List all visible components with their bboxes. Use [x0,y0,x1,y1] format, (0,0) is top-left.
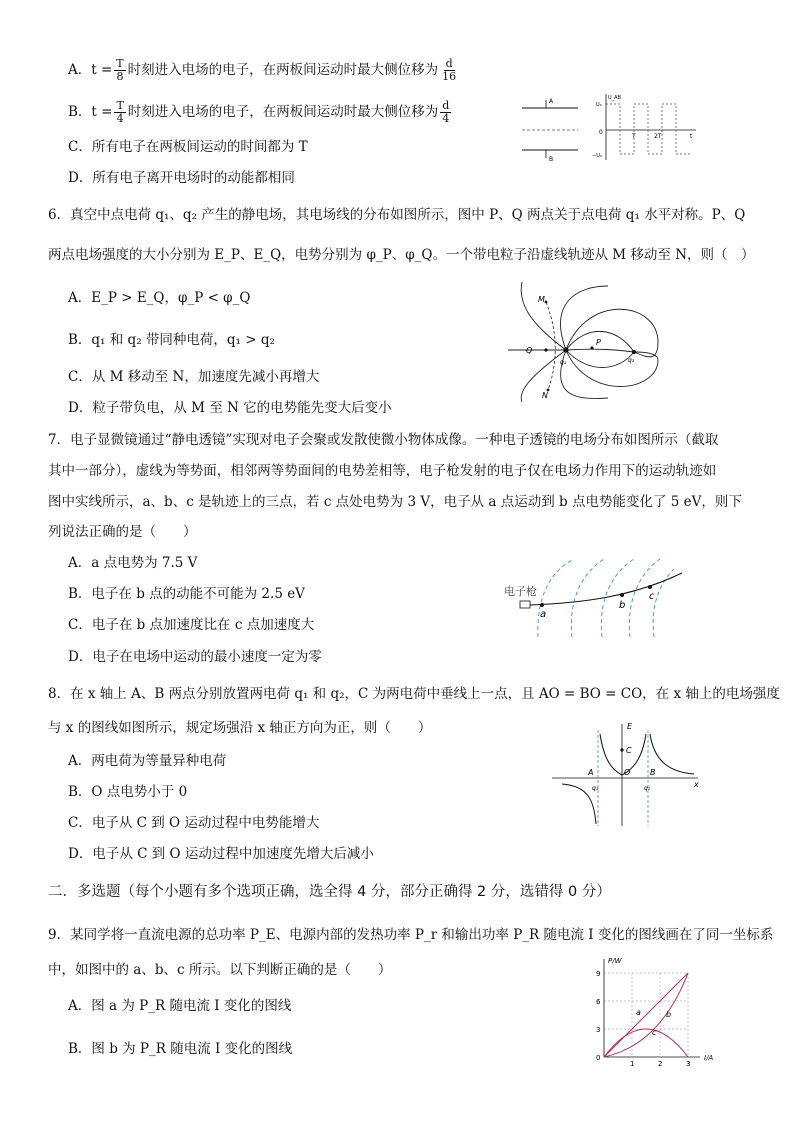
q5-option-a-text: 时刻进入电场的电子，在两板间运动时最大侧位移为 [127,62,439,78]
q5-option-a-prefix: A．t = [68,62,113,78]
q5-option-b-fraction-d: $\frac{d}{4}$ [442,99,450,125]
q5-plate-b-label: B [549,156,554,163]
q5-t1-label: T [632,133,636,140]
q5-option-b-prefix: B．t = [68,104,113,120]
q5-option-c: C．所有电子在两板间运动的时间都为 T [68,139,308,155]
q7-a-label: a [540,609,547,620]
q5-plate-a-label: A [549,98,554,105]
q8-q2-label: q₂ [644,785,651,792]
q8-field-graph [548,720,700,830]
q8-x-label: x [694,780,699,789]
q7-stem-line2: 其中一部分），虚线为等势面，相邻两等势面间的电势差相等，电子枪发射的电子仅在电场力作用下的运动轨迹如 [48,463,717,479]
q5-t2-label: 2T [654,133,662,140]
q9-x-label: I/A [704,1054,714,1062]
q7-option-b: B．电子在 b 点的动能不可能为 2.5 eV [68,586,305,602]
q8-option-c: C．电子从 C 到 O 运动过程中电势能增大 [68,815,320,831]
q6-field-lines-figure [508,282,678,402]
q6-option-a: A．E_P > E_Q，φ_P < φ_Q [68,290,251,306]
q8-stem-line1: 8．在 x 轴上 A、B 两点分别放置两电荷 q₁ 和 q₂，C 为两电荷中垂线上一点，且 AO = BO = CO，在 x 轴上的电场强度 [48,686,780,702]
q6-option-d: D．粒子带负电，从 M 至 N 它的电势能先变大后变小 [68,400,392,416]
q9-x-tick-1: 1 [630,1060,635,1068]
q5-option-a-fraction-d: $\frac{d}{16}$ [442,57,457,83]
q6-option-b: B．q₁ 和 q₂ 带同种电荷，q₁ > q₂ [68,332,275,348]
q5-option-b [68,100,453,125]
q5-y-label: U_AB [608,95,622,101]
q6-option-c: C．从 M 移动至 N，加速度先减小再增大 [68,369,320,385]
q8-o-label: O [624,768,631,777]
q6-p-label: P [596,338,601,347]
q7-stem-line3: 图中实线所示，a、b、c 是轨迹上的三点，若 c 点处电势为 3 V，电子从 a 点运动到 b 点电势能变化了 5 eV，则下 [48,494,742,510]
q5-option-d: D．所有电子离开电场时的动能都相同 [68,170,295,186]
q5-neg-u0-label: −U₀ [592,153,602,159]
q8-option-b: B．O 点电势小于 0 [68,784,188,800]
section-2-heading: 二．多选题（每个小题有多个选项正确，选全得 4 分，部分正确得 2 分，选错得 0 分） [48,884,611,900]
q5-origin-label: 0 [599,129,603,136]
q5-voltage-graph [590,92,700,162]
q7-option-c: C．电子在 b 点加速度比在 c 点加速度大 [68,617,315,633]
q7-gun-label: 电子枪 [504,585,537,598]
q9-x-tick-3: 3 [686,1060,691,1068]
q9-y-tick-6: 6 [596,998,601,1006]
q5-option-a [68,58,460,83]
q5-option-b-fraction-t: $\frac{T}{4}$ [116,99,124,125]
q8-q1-label: q₁ [592,785,599,792]
q5-t-axis-label: t [690,133,693,140]
q5-option-b-text: 时刻进入电场的电子，在两板间运动时最大侧位移为 [127,104,439,120]
q8-stem-line2: 与 x 的图线如图所示，规定场强沿 x 轴正方向为正，则（ ） [48,720,432,736]
q7-stem-line1: 7．电子显微镜通过“静电透镜”实现对电子会聚或发散使微小物体成像。一种电子透镜的电场分布如图所示（截取 [48,432,719,448]
q6-stem-line2: 两点电场强度的大小分别为 E_P、E_Q，电势分别为 φ_P、φ_Q。一个带电粒子沿虚线轨迹从 M 移动至 N，则（ ） [48,247,755,263]
q9-stem-line2: 中，如图中的 a、b、c 所示。以下判断正确的是（ ） [48,962,392,978]
q9-y-label: P/W [608,957,622,965]
q7-option-d: D．电子在电场中运动的最小速度一定为零 [68,649,322,665]
q9-x-tick-2: 2 [658,1060,663,1068]
q8-option-a: A．两电荷为等量异种电荷 [68,753,227,769]
q6-stem-line1: 6．真空中点电荷 q₁、q₂ 产生的静电场，其电场线的分布如图所示，图中 P、Q 两点关于点电荷 q₁ 水平对称。P、Q [48,207,746,223]
q8-option-d: D．电子从 C 到 O 运动过程中加速度先增大后减小 [68,846,374,862]
q5-option-a-fraction-t: $\frac{T}{8}$ [116,57,124,83]
q9-stem-line1: 9．某同学将一直流电源的总功率 P_E、电源内部的发热功率 P_r 和输出功率 P_R 随电流 I 变化的图线画在了同一坐标系 [48,927,774,943]
q6-m-label: M [538,295,545,304]
q8-e-label: E [627,722,633,731]
q5-plates-figure [520,92,580,162]
q5-u0-label: U₀ [596,102,602,108]
q6-q-label: Q [526,346,533,355]
q8-b-label: B [650,768,656,777]
q9-option-b: B．图 b 为 P_R 随电流 I 变化的图线 [68,1041,293,1057]
q6-n-label: N [542,391,548,400]
q9-y-tick-3: 3 [596,1026,601,1034]
q6-q2-label: q₂ [628,357,635,364]
q8-a-label: A [588,768,594,777]
q8-c-label: C [626,746,632,755]
q9-y-tick-9: 9 [596,970,601,978]
q7-c-label: c [649,591,655,602]
q9-curve-b-label: b [666,1010,672,1019]
q7-b-label: b [619,600,626,611]
q7-stem-line4: 列说法正确的是（ ） [48,524,197,540]
q6-q1-label: q₁ [560,359,567,366]
q9-curve-c-label: c [652,1028,657,1037]
q7-option-a: A．a 点电势为 7.5 V [68,555,198,571]
q9-y-tick-0: 0 [596,1054,601,1062]
q9-curve-a-label: a [636,1008,641,1017]
q7-electron-lens-figure [502,555,687,640]
q9-option-a: A．图 a 为 P_R 随电流 I 变化的图线 [68,998,292,1014]
q9-power-graph [590,955,730,1068]
